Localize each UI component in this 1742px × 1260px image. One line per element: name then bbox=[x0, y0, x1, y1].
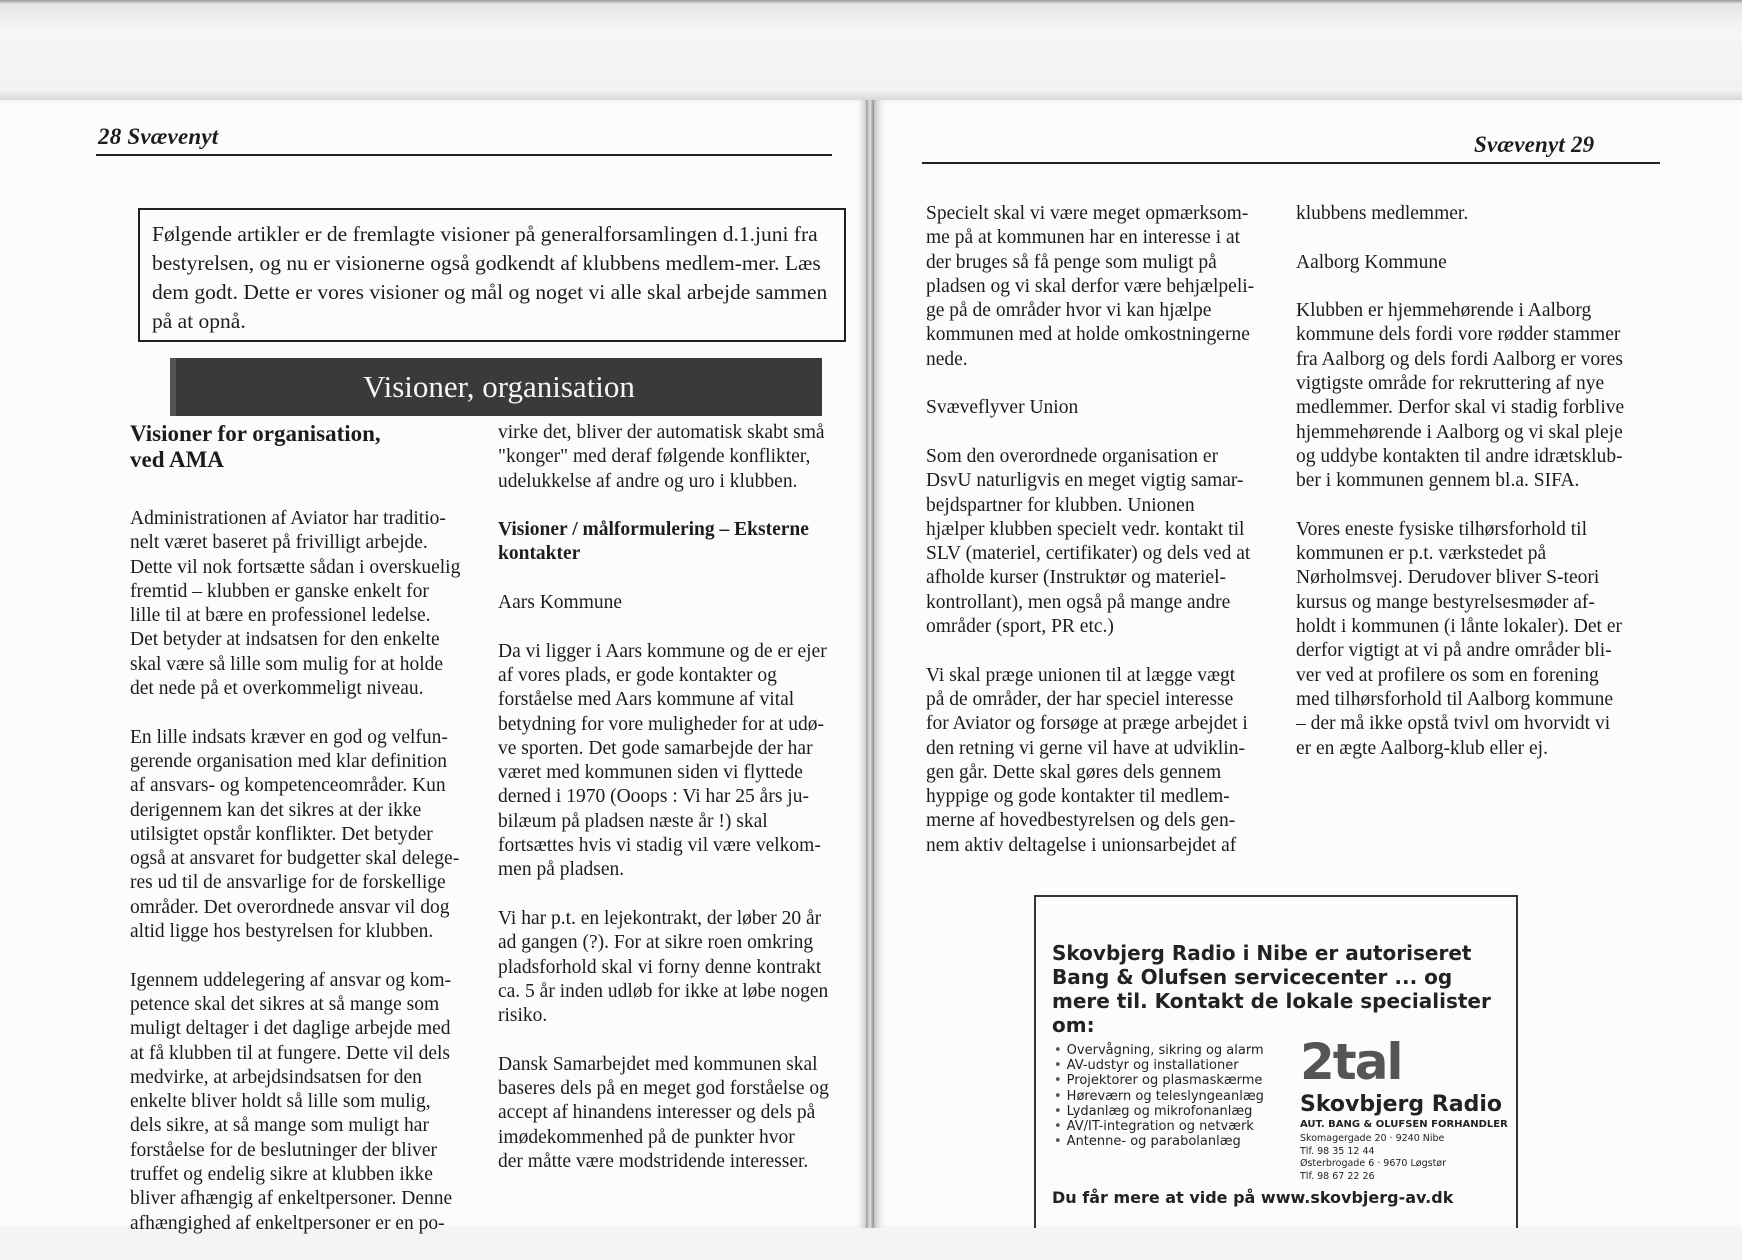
intro-box: Følgende artikler er de fremlagte visioner på generalforsamlingen d.1.juni fra bestyrelsen, og nu er visionerne også godkendt af klubbens medlem-mer. Læs dem godt. Dette er vores visioner og mål og noget vi alle skal arbejde sammen på at opnå. bbox=[138, 208, 846, 342]
ad-website-line: Du får mere at vide på www.skovbjerg-av.dk bbox=[1052, 1188, 1454, 1207]
paragraph: Vi skal præge unionen til at lægge vægt på de områder, der har speciel interesse for Aviator og forsøge at præge arbejdet i den retning vi gerne vil have at udviklin- gen går. Dette skal gøres dels gennem hyppige og gode kontakter til medlem- merne af hovedbestyrelsen og dels gen- nem aktiv deltagelse i unionsarbejdet af bbox=[926, 664, 1248, 856]
section-banner: Visioner, organisation bbox=[170, 358, 822, 416]
ad-phone-1: Tlf. 98 35 12 44 bbox=[1300, 1145, 1375, 1157]
paragraph: En lille indsats kræver en god og velfun- gerende organisation med klar definition af ansvars- og kompetenceområder. Kun derigennem kan det sikres at der ikke utilsigtet opstår konflikter. Det betyder også at ansvaret for budgetter skal delege- res ud til de ansvarlige for de forskellige områder. Det overordnede ansvar vil dog altid ligge hos bestyrelsen for klubben. bbox=[130, 726, 460, 943]
subheading: Svæveflyver Union bbox=[926, 397, 1079, 419]
ad-services-list bbox=[1054, 1043, 1264, 1149]
2tal-logo: 2tal bbox=[1300, 1033, 1402, 1091]
ad-service-item: • Projektorer og plasmaskærme bbox=[1054, 1073, 1264, 1088]
ad-brand-subtitle: AUT. BANG & OLUFSEN FORHANDLER bbox=[1300, 1119, 1508, 1130]
running-head-left: 28 Svævenyt bbox=[98, 124, 219, 149]
scanner-background bbox=[0, 0, 1742, 100]
paragraph: klubbens medlemmer. bbox=[1296, 203, 1469, 224]
paragraph: Som den overordnede organisation er DsvU naturligvis en meget vigtig samar- bejdspartner for klubben. Unionen hjælper klubben specielt vedr. kontakt til SLV (materiel, certifikater) og dels ved at afholde kurser (Instruktør og materiel- kontrollant), men også på mange andre områder (sport, PR etc.) bbox=[926, 445, 1251, 638]
header-rule-right bbox=[922, 162, 1660, 164]
ad-service-item: • Antenne- og parabolanlæg bbox=[1054, 1134, 1264, 1149]
paragraph: Specielt skal vi være meget opmærksom- me på at kommunen har en interesse i at der bruges så få penge som muligt på pladsen og vi skal derfor være behjælpeli- ge på de områder hvor vi kan hjælpe kommunen med at holde omkostningerne nede. bbox=[926, 203, 1255, 370]
paragraph: Klubben er hjemmehørende i Aalborg kommune dels fordi vore rødder stammer fra Aalborg og dels fordi Aalborg er vores vigtigste område for rekruttering af nye medlemmer. Derfor skal vi stadig forblive hjemmehørende i Aalborg og vi skal pleje og uddybe kontakten til andre idrætsklub- ber i kommunen gennem bl.a. SIFA. bbox=[1296, 300, 1625, 492]
column-4 bbox=[1296, 202, 1666, 785]
ad-service-item: • AV/IT-integration og netværk bbox=[1054, 1119, 1264, 1134]
column-2 bbox=[498, 421, 870, 1199]
ad-service-item: • AV-udstyr og installationer bbox=[1054, 1058, 1264, 1073]
subheading: Aalborg Kommune bbox=[1296, 251, 1447, 273]
ad-service-item: • Lydanlæg og mikrofonanlæg bbox=[1054, 1104, 1264, 1119]
ad-address-1: Skomagergade 20 · 9240 Nibe bbox=[1300, 1133, 1445, 1144]
paragraph: Vores eneste fysiske tilhørsforhold til kommunen er p.t. værkstedet på Nørholmsvej. Derudover bliver S-teori kursus og mange bestyrelsesmøder af- holdt i kommunen (i lånte lokaler). Det er derfor vigtigt at vi på andre områder bli- ver ved at profilere os som en forening med tilhørsforhold til Aalborg kommune – der må ikke opstå tvivl om hvorvidt vi er en ægte Aalborg-klub eller ej. bbox=[1296, 518, 1622, 759]
ad-address-2: Østerbrogade 6 · 9670 Løgstør bbox=[1300, 1158, 1447, 1169]
running-head-right: Svævenyt 29 bbox=[1474, 132, 1595, 157]
ad-headline: Skovbjerg Radio i Nibe er autoriseret Bang & Olufsen servicecenter ... og mere til. Kontakt de lokale specialister om: bbox=[1052, 941, 1491, 1037]
article-heading: Visioner for organisation, ved AMA bbox=[130, 421, 381, 472]
paragraph: Dansk Samarbejdet med kommunen skal baseres dels på en meget god forståelse og accept af hinandens interesser og dels på imødekommenhed på de punkter hvor der måtte være modstridende interesser. bbox=[498, 1053, 829, 1172]
paragraph: Igennem uddelegering af ansvar og kom- petence skal det sikres at så mange som muligt deltager i det daglige arbejde med at få klubben til at fungere. Dette vil dels medvirke, at arbejdsindsatsen for den enkelte bliver holdt så lille som mulig, dels sikre, at så mange som muligt har forståelse for de beslutninger der bliver truffet og endelig sikre at klubben ikke bliver afhængig af enkeltpersoner. Denne afhængighed af enkeltpersoner er en po- bbox=[130, 969, 453, 1234]
ad-service-item: • Høreværn og teleslyngeanlæg bbox=[1054, 1089, 1264, 1104]
column-3 bbox=[926, 202, 1286, 882]
ad-contact-block bbox=[1300, 1133, 1446, 1183]
advertisement bbox=[1034, 895, 1518, 1228]
column-1 bbox=[130, 421, 490, 1260]
paragraph: virke det, bliver der automatisk skabt små "konger" med deraf følgende konflikter, udelukkelse af andre og uro i klubben. bbox=[498, 422, 825, 492]
section-heading: Visioner / målformulering – Eksterne kontakter bbox=[498, 519, 809, 565]
ad-phone-2: Tlf. 98 67 22 26 bbox=[1300, 1170, 1375, 1182]
subheading: Aars Kommune bbox=[498, 592, 623, 614]
header-rule-left bbox=[96, 154, 832, 156]
ad-brand-name: Skovbjerg Radio bbox=[1300, 1092, 1502, 1117]
paragraph: Vi har p.t. en lejekontrakt, der løber 20 år ad gangen (?). For at sikre roen omkring pladsforhold skal vi forny denne kontrakt ca. 5 år inden udløb for ikke at løbe nogen risiko. bbox=[498, 907, 829, 1027]
ad-service-item: • Overvågning, sikring og alarm bbox=[1054, 1043, 1264, 1058]
paragraph: Da vi ligger i Aars kommune og de er ejer af vores plads, er gode kontakter og forståelse med Aars kommune af vital betydning for vore muligheder for at udø- ve sporten. Det gode samarbejde der har været med kommunen siden vi flyttede derned i 1970 (Ooops : Vi har 25 års ju- bilæum på pladsen næste år !) skal fortsættes hvis vi stadig vil være velkom- men på pladsen. bbox=[498, 640, 827, 881]
paragraph: Administrationen af Aviator har traditio- nelt været baseret på frivilligt arbejde. Dette vil nok fortsætte sådan i overskuelig fremtid – klubben er ganske enkelt for lille til at bære en professionel ledelse. Det betyder at indsatsen for den enkelte skal være så lille som mulig for at holde det nede på et overkommeligt niveau. bbox=[130, 508, 461, 700]
